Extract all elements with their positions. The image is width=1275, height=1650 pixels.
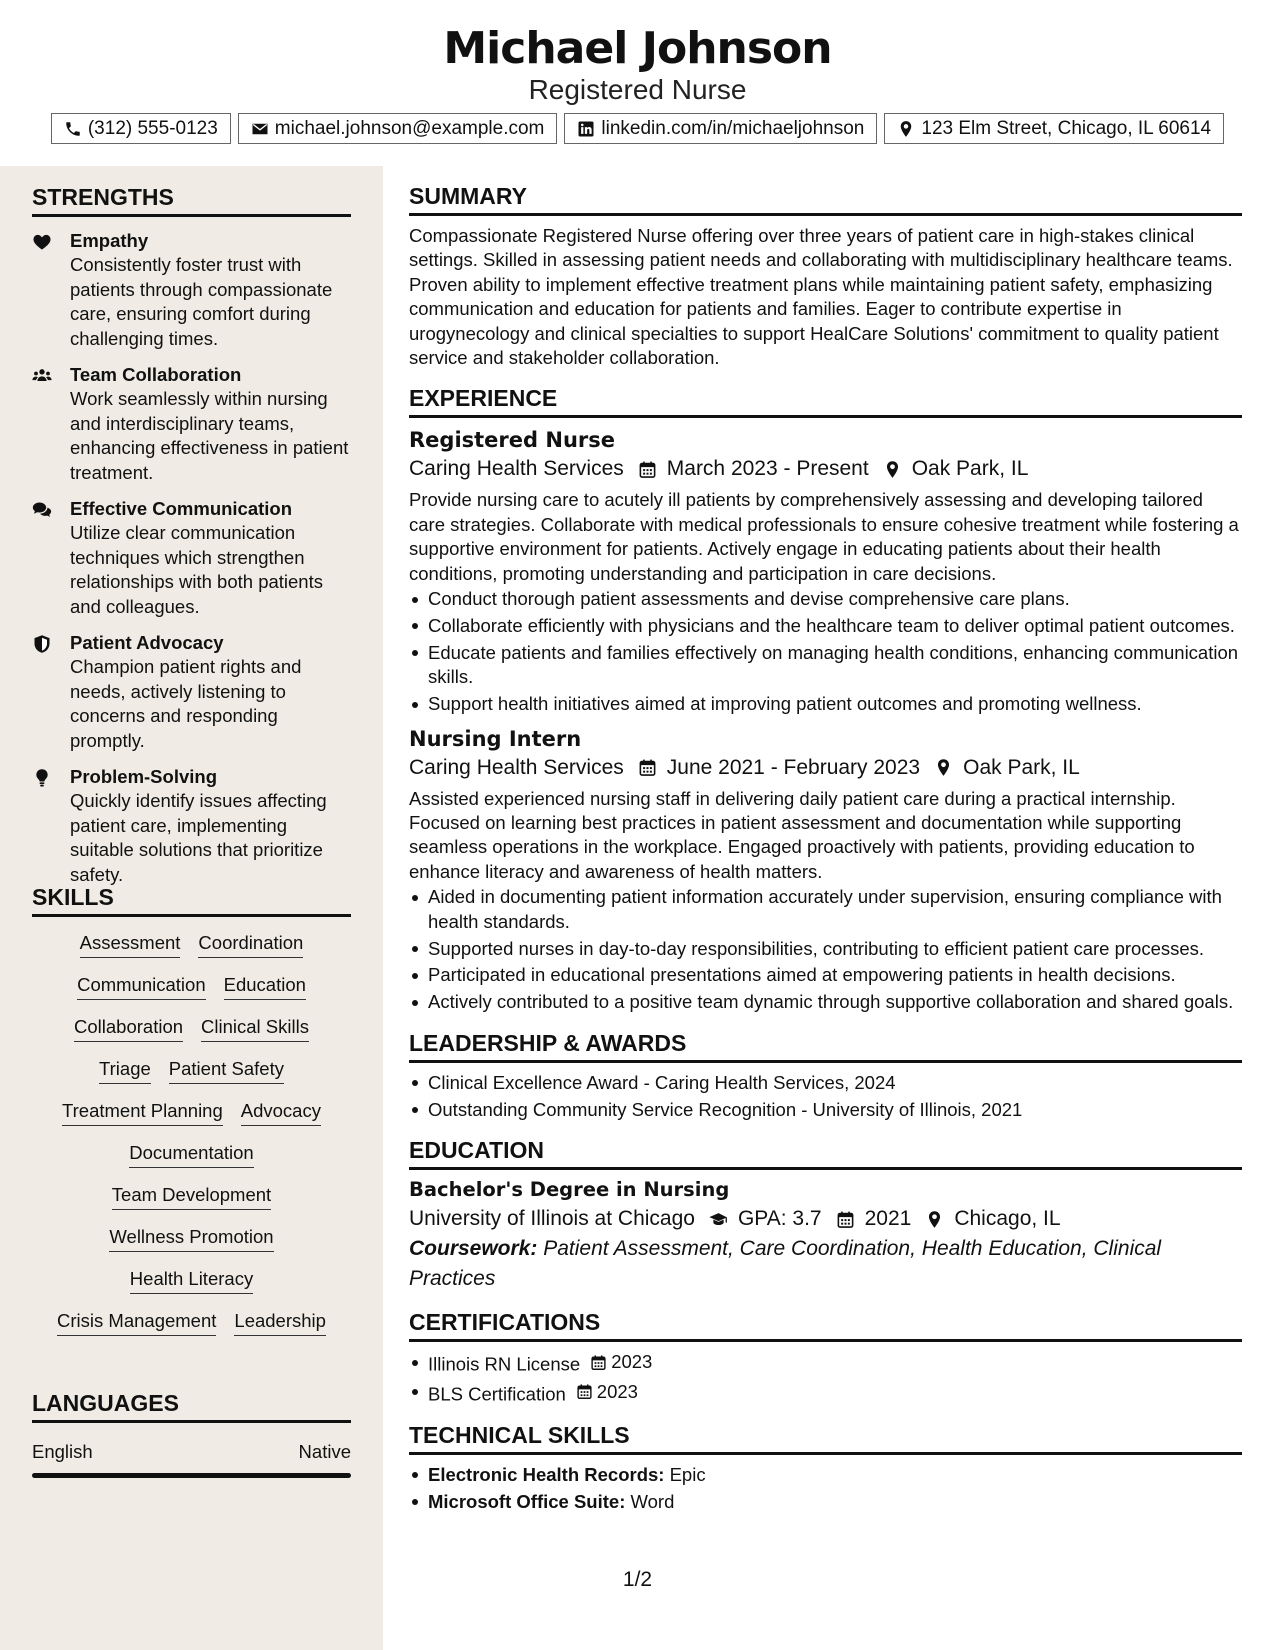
- language-name: English: [32, 1441, 93, 1462]
- experience-heading: EXPERIENCE: [409, 384, 1242, 418]
- job-entry: [409, 426, 1242, 716]
- strength-item: [32, 229, 351, 351]
- job-bullet: Actively contributed to a positive team dynamic through supportive collaboration and shared goals.: [409, 990, 1242, 1014]
- certification-name: Illinois RN License: [428, 1353, 581, 1375]
- linkedin-text: linkedin.com/in/michaeljohnson: [601, 117, 865, 139]
- contact-address[interactable]: [884, 113, 1224, 144]
- skill-row: [32, 973, 351, 1000]
- shield-icon: [32, 634, 52, 654]
- strength-title: Effective Communication: [70, 498, 293, 519]
- certifications-list: [409, 1350, 1242, 1407]
- page-number: 1/2: [622, 1568, 653, 1591]
- skill-tag: Collaboration: [74, 1015, 183, 1042]
- skill-tag: Leadership: [234, 1309, 326, 1336]
- strengths-heading: STRENGTHS: [32, 183, 351, 217]
- technical-skills-heading: TECHNICAL SKILLS: [409, 1421, 1242, 1455]
- sidebar: [0, 166, 383, 1650]
- coursework: [409, 1234, 1242, 1294]
- languages-section: [32, 1389, 351, 1478]
- calendar-icon: [590, 1354, 607, 1371]
- phone-text: (312) 555-0123: [87, 117, 218, 139]
- job-description: Assisted experienced nursing staff in delivering daily patient care during a practical internship. Focused on learning best practices in patient assessment and documentation while supporting seamless operations in the workplace. Engaged proactively with patients, providing education to enhance literacy and awareness of health matters.: [409, 787, 1195, 882]
- strength-title: Team Collaboration: [70, 364, 242, 385]
- map-marker-icon: [883, 460, 902, 479]
- skill-tag: Coordination: [198, 931, 303, 958]
- job-location: Oak Park, IL: [963, 755, 1080, 779]
- calendar-icon: [836, 1210, 855, 1229]
- resume-header: [0, 0, 1275, 166]
- job-bullet: Conduct thorough patient assessments and devise comprehensive care plans.: [409, 587, 1242, 611]
- technical-skills-section: [409, 1421, 1242, 1514]
- contact-phone[interactable]: [51, 113, 231, 144]
- skill-tag: Clinical Skills: [201, 1015, 309, 1042]
- job-dates: March 2023 - Present: [666, 457, 869, 481]
- experience-section: [409, 384, 1242, 1014]
- strength-item: [32, 631, 351, 753]
- education-heading: EDUCATION: [409, 1136, 1242, 1170]
- contact-bar: [0, 113, 1275, 144]
- school-name: University of Illinois at Chicago: [409, 1207, 695, 1231]
- contact-linkedin[interactable]: [564, 113, 877, 144]
- candidate-title: Registered Nurse: [528, 74, 747, 105]
- job-location: Oak Park, IL: [911, 457, 1029, 481]
- awards-heading: LEADERSHIP & AWARDS: [409, 1029, 1242, 1063]
- job-bullets: [409, 885, 1242, 1015]
- gpa: GPA: 3.7: [737, 1207, 822, 1231]
- coursework-text: Patient Assessment, Care Coordination, Health Education, Clinical Practices: [409, 1237, 1162, 1291]
- job-dates: June 2021 - February 2023: [666, 755, 921, 779]
- comments-icon: [32, 500, 52, 520]
- calendar-icon: [576, 1383, 593, 1400]
- map-marker-icon: [934, 758, 953, 777]
- technical-skill-item: [409, 1490, 1242, 1514]
- strengths-section: [32, 183, 351, 887]
- technical-skills-list: [409, 1463, 1242, 1514]
- language-proficiency-bar: [32, 1473, 351, 1478]
- phone-icon: [64, 120, 82, 138]
- map-marker-icon: [897, 120, 915, 138]
- skill-row: [32, 1141, 351, 1168]
- certification-year: 2023: [596, 1380, 638, 1402]
- skill-tag: Treatment Planning: [62, 1099, 223, 1126]
- job-title: Nursing Intern: [409, 726, 582, 751]
- skill-row: [32, 1225, 351, 1252]
- skill-tag: Documentation: [129, 1141, 253, 1168]
- skill-row: [32, 1015, 351, 1042]
- technical-skill-label: Electronic Health Records:: [428, 1463, 665, 1485]
- skill-tag: Education: [224, 973, 306, 1000]
- degree-title: Bachelor's Degree in Nursing: [409, 1178, 730, 1202]
- language-level: Native: [298, 1441, 351, 1462]
- skill-row: [32, 1309, 351, 1336]
- contact-email[interactable]: [238, 113, 558, 144]
- calendar-icon: [638, 460, 657, 479]
- job-description: Provide nursing care to acutely ill patients by comprehensively assessing and developing tailored care strategies. Collaborate with medical professionals to ensure cohesive treatment while fostering a supportive environment for patients. Actively engage in educating patients about their health conditions, promoting understanding and participation in care decisions.: [409, 489, 1239, 584]
- summary-section: [409, 182, 1242, 370]
- strength-item: [32, 497, 351, 619]
- summary-text: Compassionate Registered Nurse offering over three years of patient care in high-stakes clinical settings. Skilled in assessing patient needs and collaborating with multidisciplinary healthcare teams. Proven ability to implement effective treatment plans while maintaining patient safety, emphasizing communication and education for patients and families. Eager to contribute expertise in urogynecology and clinical specialties to support HealCare Solutions' commitment to quality patient service and stakeholder collaboration.: [409, 225, 1233, 369]
- certification-name: BLS Certification: [428, 1383, 566, 1405]
- summary-heading: SUMMARY: [409, 182, 1242, 216]
- job-title: Registered Nurse: [409, 428, 615, 453]
- coursework-label: Coursework:: [409, 1237, 538, 1261]
- job-bullet: Collaborate efficiently with physicians and the healthcare team to deliver optimal patient outcomes.: [409, 614, 1242, 638]
- skill-row: [32, 1099, 351, 1126]
- address-text: 123 Elm Street, Chicago, IL 60614: [921, 117, 1212, 139]
- education-location: Chicago, IL: [954, 1207, 1061, 1231]
- strength-title: Problem-Solving: [70, 766, 217, 787]
- technical-skill-value: Epic: [669, 1463, 706, 1485]
- certification-year: 2023: [611, 1351, 653, 1373]
- strength-description: Work seamlessly within nursing and interdisciplinary teams, enhancing effectiveness in patient treatment.: [70, 388, 349, 483]
- job-entry: [409, 725, 1242, 1015]
- education-section: [409, 1136, 1242, 1294]
- strength-item: [32, 363, 351, 485]
- skill-tag: Team Development: [112, 1183, 271, 1210]
- calendar-icon: [638, 758, 657, 777]
- skill-tag: Crisis Management: [57, 1309, 216, 1336]
- job-bullet: Participated in educational presentations aimed at empowering patients in health decisions.: [409, 963, 1242, 987]
- skill-tag: Patient Safety: [169, 1057, 284, 1084]
- envelope-icon: [251, 120, 269, 138]
- job-bullet: Supported nurses in day-to-day responsibilities, contributing to efficient patient care processes.: [409, 937, 1242, 961]
- job-bullet: Support health initiatives aimed at improving patient outcomes and promoting wellness.: [409, 692, 1242, 716]
- map-marker-icon: [925, 1210, 944, 1229]
- strength-description: Consistently foster trust with patients through compassionate care, ensuring comfort during challenging times.: [70, 254, 333, 349]
- job-bullet: Educate patients and families effectively on managing health conditions, enhancing communication skills.: [409, 641, 1242, 690]
- skills-section: [32, 883, 351, 1336]
- job-meta: [409, 454, 1242, 484]
- skills-list: [32, 931, 351, 1336]
- job-company: Caring Health Services: [409, 457, 624, 481]
- graduation-year: 2021: [864, 1207, 912, 1231]
- skill-row: [32, 1267, 351, 1294]
- skill-row: [32, 1057, 351, 1084]
- email-text: michael.johnson@example.com: [274, 117, 545, 139]
- award-item: Outstanding Community Service Recognition - University of Illinois, 2021: [409, 1098, 1242, 1122]
- skill-tag: Assessment: [80, 931, 181, 958]
- skill-tag: Advocacy: [241, 1099, 321, 1126]
- candidate-name: Michael Johnson: [443, 23, 832, 74]
- graduation-cap-icon: [709, 1210, 728, 1229]
- languages-heading: LANGUAGES: [32, 1389, 351, 1423]
- strength-title: Patient Advocacy: [70, 632, 224, 653]
- linkedin-icon: [577, 120, 595, 138]
- skill-tag: Wellness Promotion: [109, 1225, 273, 1252]
- certification-item: [409, 1380, 1242, 1407]
- language-item: [32, 1439, 351, 1465]
- skill-tag: Triage: [99, 1057, 151, 1084]
- technical-skill-label: Microsoft Office Suite:: [428, 1490, 626, 1512]
- awards-section: [409, 1029, 1242, 1122]
- technical-skill-value: Word: [630, 1490, 675, 1512]
- certification-item: [409, 1350, 1242, 1377]
- strength-description: Champion patient rights and needs, actively listening to concerns and responding promptly.: [70, 656, 302, 751]
- skill-tag: Health Literacy: [130, 1267, 253, 1294]
- strength-description: Quickly identify issues affecting patient care, implementing suitable solutions that prioritize safety.: [70, 790, 327, 885]
- strength-title: Empathy: [70, 230, 149, 251]
- users-icon: [32, 366, 52, 386]
- skill-tag: Communication: [77, 973, 206, 1000]
- job-meta: [409, 753, 1242, 783]
- certifications-section: [409, 1308, 1242, 1407]
- awards-list: [409, 1071, 1242, 1122]
- strength-item: [32, 765, 351, 887]
- education-meta: [409, 1204, 1242, 1234]
- skill-row: [32, 931, 351, 958]
- skills-heading: SKILLS: [32, 883, 351, 917]
- certifications-heading: CERTIFICATIONS: [409, 1308, 1242, 1342]
- main-content: [409, 166, 1242, 1517]
- lightbulb-icon: [32, 768, 52, 788]
- job-bullets: [409, 587, 1242, 717]
- job-company: Caring Health Services: [409, 755, 624, 779]
- award-item: Clinical Excellence Award - Caring Health Services, 2024: [409, 1071, 1242, 1095]
- job-bullet: Aided in documenting patient information accurately under supervision, ensuring compliance with health standards.: [409, 885, 1242, 934]
- skill-row: [32, 1183, 351, 1210]
- heart-icon: [32, 232, 52, 252]
- technical-skill-item: [409, 1463, 1242, 1487]
- strength-description: Utilize clear communication techniques which strengthen relationships with both patients and colleagues.: [70, 522, 323, 617]
